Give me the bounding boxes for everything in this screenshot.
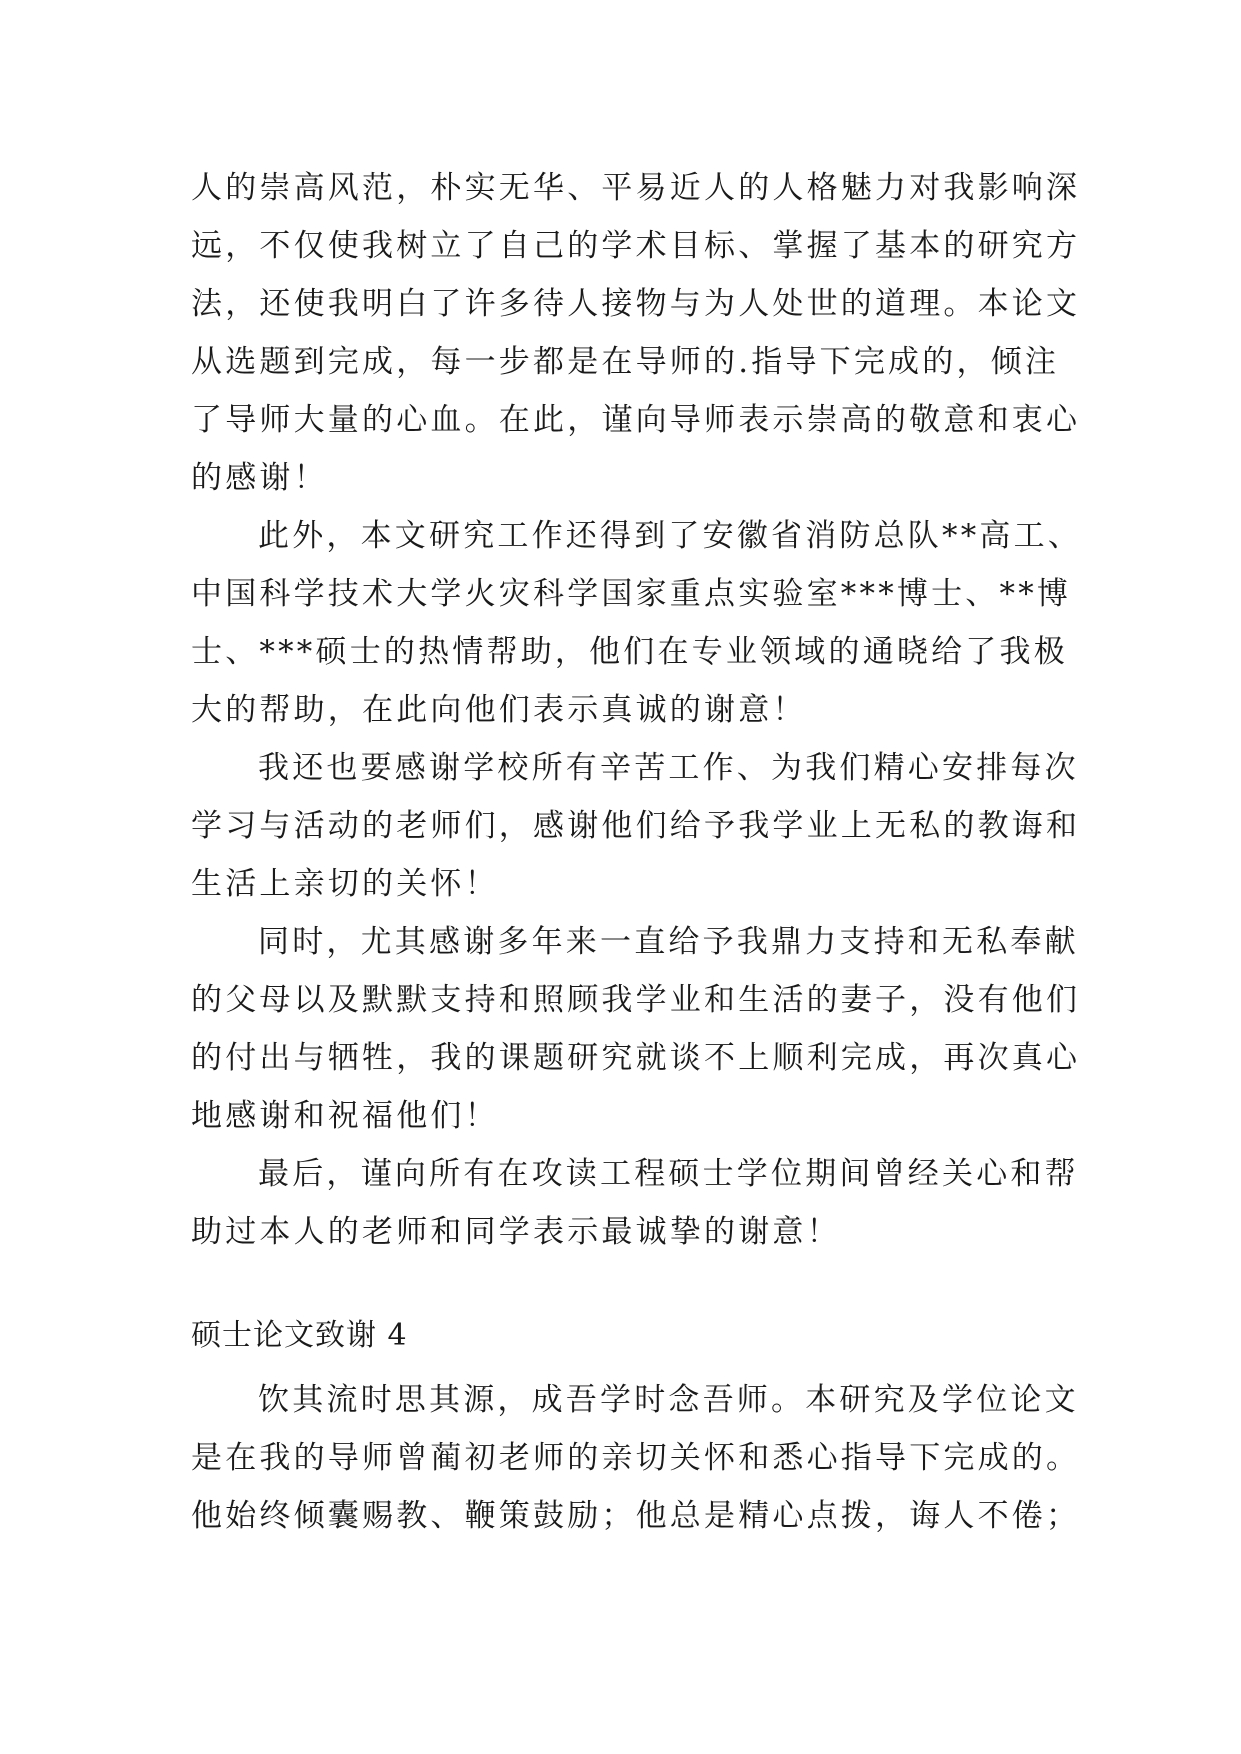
body-text-line: 法，还使我明白了许多待人接物与为人处世的道理。本论文 (191, 286, 1081, 322)
body-text-line: 的付出与牺牲，我的课题研究就谈不上顺利完成，再次真心 (191, 1040, 1081, 1076)
body-text-line: 助过本人的老师和同学表示最诚挚的谢意！ (191, 1214, 841, 1250)
paragraph-start-line: 此外，本文研究工作还得到了安徽省消防总队**高工、 (258, 518, 1082, 554)
paragraph-start-line: 我还也要感谢学校所有辛苦工作、为我们精心安排每次 (258, 750, 1079, 786)
body-text-line: 远，不仅使我树立了自己的学术目标、掌握了基本的研究方 (191, 228, 1081, 264)
body-text-line: 大的帮助，在此向他们表示真诚的谢意！ (191, 692, 807, 728)
body-text-line: 从选题到完成，每一步都是在导师的.指导下完成的，倾注 (191, 344, 1060, 380)
body-text-line: 士、***硕士的热情帮助，他们在专业领域的通晓给了我极 (191, 634, 1068, 670)
body-text-line: 是在我的导师曾蔺初老师的亲切关怀和悉心指导下完成的。 (191, 1440, 1081, 1476)
section-heading: 硕士论文致谢 4 (191, 1318, 408, 1353)
body-text-line: 中国科学技术大学火灾科学国家重点实验室***博士、**博 (191, 576, 1072, 612)
paragraph-start-line: 同时，尤其感谢多年来一直给予我鼎力支持和无私奉献 (258, 924, 1079, 960)
body-text-line: 了导师大量的心血。在此，谨向导师表示崇高的敬意和衷心 (191, 402, 1081, 438)
paragraph-start-line: 最后，谨向所有在攻读工程硕士学位期间曾经关心和帮 (258, 1156, 1079, 1192)
body-text-line: 生活上亲切的关怀！ (191, 866, 499, 902)
body-text-line: 学习与活动的老师们，感谢他们给予我学业上无私的教诲和 (191, 808, 1081, 844)
body-text-line: 的感谢！ (191, 460, 328, 496)
body-text-line: 他始终倾囊赐教、鞭策鼓励；他总是精心点拨，诲人不倦； (191, 1498, 1081, 1534)
body-text-line: 人的崇高风范，朴实无华、平易近人的人格魅力对我影响深 (191, 170, 1081, 206)
body-text-line: 的父母以及默默支持和照顾我学业和生活的妻子，没有他们 (191, 982, 1081, 1018)
paragraph-start-line: 饮其流时思其源，成吾学时念吾师。本研究及学位论文 (258, 1382, 1079, 1418)
body-text-line: 地感谢和祝福他们！ (191, 1098, 499, 1134)
